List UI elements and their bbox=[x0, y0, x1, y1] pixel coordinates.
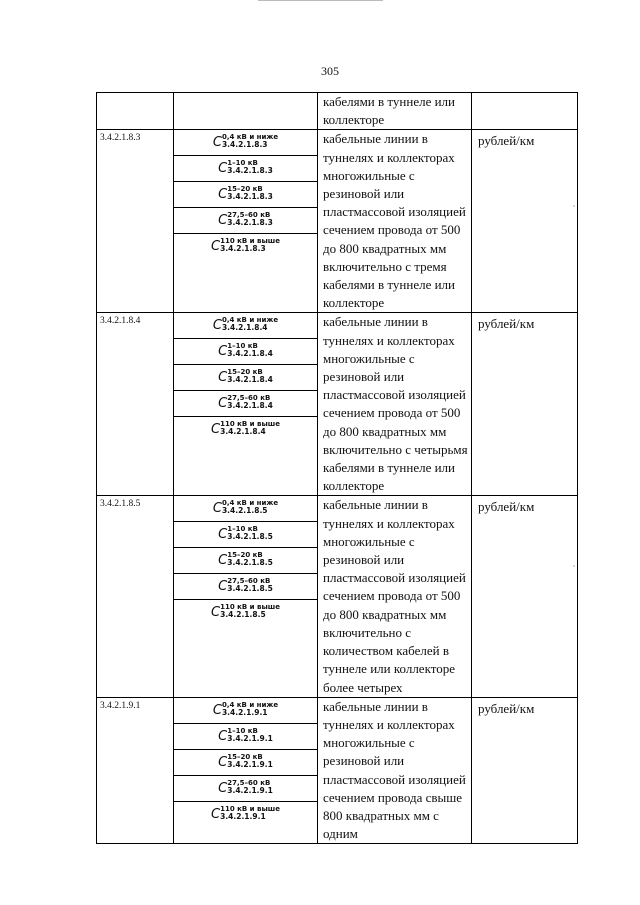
code-cell: 3.4.2.1.8.4 bbox=[97, 313, 174, 496]
rate-symbol-indices bbox=[227, 394, 273, 410]
rate-symbol-letter: C bbox=[218, 780, 228, 796]
voltage-superscript: 1–10 кВ bbox=[227, 726, 258, 735]
symbol-subcell bbox=[174, 776, 317, 802]
table-row bbox=[97, 496, 578, 697]
symbol-list bbox=[174, 130, 317, 260]
table-row bbox=[97, 130, 578, 313]
symbol-list bbox=[174, 313, 317, 443]
rate-symbol bbox=[174, 342, 317, 362]
voltage-superscript: 27,5–60 кВ bbox=[227, 778, 271, 787]
rate-symbol bbox=[174, 551, 317, 571]
code-cell bbox=[97, 93, 174, 130]
voltage-superscript: 110 кВ и выше bbox=[220, 237, 280, 246]
rate-symbol bbox=[174, 211, 317, 231]
description-cell: кабельные линии в туннелях и коллекторах многожильные с резиновой или пластмассовой изоляцией сечением провода от 500 до 800 квадратных мм включительно с количеством кабелей в туннеле или коллекторе более четырех bbox=[318, 496, 472, 697]
symbol-subcell bbox=[174, 750, 317, 776]
symbol-subcell bbox=[174, 802, 317, 828]
rate-symbol-indices bbox=[220, 603, 280, 619]
rate-symbol-letter: C bbox=[211, 605, 221, 621]
voltage-superscript: 0,4 кВ и ниже bbox=[221, 700, 279, 709]
rate-symbol bbox=[174, 701, 317, 721]
voltage-superscript: 27,5–60 кВ bbox=[227, 394, 271, 403]
symbol-subcell bbox=[174, 339, 317, 365]
rate-symbol bbox=[174, 368, 317, 388]
rate-symbol-letter: C bbox=[212, 501, 222, 517]
code-subscript: 3.4.2.1.8.3 bbox=[227, 218, 273, 228]
voltage-superscript: 15–20 кВ bbox=[227, 551, 263, 560]
rate-symbol-indices bbox=[227, 159, 273, 175]
rate-symbol-indices bbox=[227, 577, 273, 593]
symbol-subcell bbox=[174, 182, 317, 208]
unit-cell: рублей/км bbox=[472, 130, 578, 313]
symbol-subcell bbox=[174, 522, 317, 548]
code-subscript: 3.4.2.1.9.1 bbox=[227, 759, 273, 769]
rate-symbol-letter: C bbox=[218, 754, 228, 770]
rate-symbol-letter: C bbox=[218, 579, 228, 595]
rate-symbol bbox=[174, 133, 317, 153]
unit-cell bbox=[472, 93, 578, 130]
symbol-cell bbox=[174, 496, 318, 697]
unit-cell: рублей/км bbox=[472, 496, 578, 697]
rate-symbol bbox=[174, 316, 317, 336]
rate-symbol-indices bbox=[227, 779, 273, 795]
voltage-superscript: 27,5–60 кВ bbox=[227, 211, 271, 220]
voltage-superscript: 0,4 кВ и ниже bbox=[221, 133, 279, 142]
voltage-superscript: 1–10 кВ bbox=[227, 159, 258, 168]
rate-symbol bbox=[174, 525, 317, 545]
symbol-cell bbox=[174, 313, 318, 496]
symbol-subcell bbox=[174, 208, 317, 234]
rate-symbol bbox=[174, 727, 317, 747]
description-cell: кабельные линии в туннелях и коллекторах многожильные с резиновой или пластмассовой изоляцией сечением провода от 500 до 800 квадратных мм включительно с четырьмя кабелями в туннеле или коллекторе bbox=[318, 313, 472, 496]
page-number: 305 bbox=[321, 64, 339, 78]
rate-symbol-letter: C bbox=[212, 318, 222, 334]
rate-symbol-letter: C bbox=[218, 161, 228, 177]
rate-symbol-indices bbox=[227, 368, 273, 384]
rate-symbol-indices bbox=[227, 342, 273, 358]
symbol-subcell bbox=[174, 600, 317, 626]
symbol-subcell bbox=[174, 234, 317, 260]
rate-symbol-letter: C bbox=[218, 370, 228, 386]
code-subscript: 3.4.2.1.8.5 bbox=[221, 506, 268, 516]
code-cell: 3.4.2.1.8.3 bbox=[97, 130, 174, 313]
code-subscript: 3.4.2.1.9.1 bbox=[227, 733, 273, 743]
description-cell: кабельные линии в туннелях и коллекторах многожильные с резиновой или пластмассовой изоляцией сечением провода от 500 до 800 квадратных мм включительно с тремя кабелями в туннеле или коллекторе bbox=[318, 130, 472, 313]
voltage-superscript: 0,4 кВ и ниже bbox=[221, 499, 279, 508]
code-subscript: 3.4.2.1.8.4 bbox=[227, 401, 273, 411]
rate-symbol-letter: C bbox=[218, 527, 228, 543]
rate-symbol bbox=[174, 603, 317, 623]
code-subscript: 3.4.2.1.8.3 bbox=[227, 166, 273, 176]
voltage-superscript: 1–10 кВ bbox=[227, 342, 258, 351]
symbol-subcell bbox=[174, 313, 317, 339]
rate-symbol-letter: C bbox=[211, 422, 221, 438]
symbol-subcell bbox=[174, 548, 317, 574]
voltage-superscript: 110 кВ и выше bbox=[220, 603, 280, 612]
code-subscript: 3.4.2.1.8.5 bbox=[227, 532, 273, 542]
symbol-subcell bbox=[174, 365, 317, 391]
rate-symbol-letter: C bbox=[218, 396, 228, 412]
code-subscript: 3.4.2.1.8.5 bbox=[227, 558, 273, 568]
rate-symbol-letter: C bbox=[218, 187, 228, 203]
voltage-superscript: 110 кВ и выше bbox=[220, 420, 280, 429]
rate-symbol bbox=[174, 805, 317, 825]
code-subscript: 3.4.2.1.8.4 bbox=[221, 323, 268, 333]
symbol-subcell bbox=[174, 391, 317, 417]
code-cell: 3.4.2.1.9.1 bbox=[97, 697, 174, 844]
rate-symbol bbox=[174, 577, 317, 597]
unit-cell: рублей/км bbox=[472, 697, 578, 844]
rate-symbol-indices bbox=[227, 727, 273, 743]
code-subscript: 3.4.2.1.8.4 bbox=[227, 349, 273, 359]
rate-symbol-indices bbox=[220, 237, 280, 253]
code-subscript: 3.4.2.1.8.3 bbox=[220, 244, 266, 254]
voltage-superscript: 15–20 кВ bbox=[227, 185, 263, 194]
symbol-subcell bbox=[174, 724, 317, 750]
rate-symbol-indices bbox=[222, 316, 278, 332]
rate-symbol-indices bbox=[220, 420, 280, 436]
rate-symbol-indices bbox=[227, 551, 273, 567]
rate-symbol-indices bbox=[227, 211, 273, 227]
rate-symbol-indices bbox=[220, 805, 280, 821]
rate-symbol-letter: C bbox=[218, 213, 228, 229]
code-subscript: 3.4.2.1.8.5 bbox=[220, 610, 266, 620]
symbol-subcell bbox=[174, 496, 317, 522]
symbol-cell bbox=[174, 697, 318, 844]
code-subscript: 3.4.2.1.8.3 bbox=[221, 140, 268, 150]
code-subscript: 3.4.2.1.8.5 bbox=[227, 584, 273, 594]
symbol-cell bbox=[174, 93, 318, 130]
voltage-superscript: 0,4 кВ и ниже bbox=[221, 316, 279, 325]
voltage-superscript: 27,5–60 кВ bbox=[227, 577, 271, 586]
voltage-superscript: 110 кВ и выше bbox=[220, 804, 280, 813]
rate-symbol bbox=[174, 499, 317, 519]
rate-symbol bbox=[174, 159, 317, 179]
symbol-subcell bbox=[174, 156, 317, 182]
symbol-list bbox=[174, 496, 317, 626]
tariff-table bbox=[96, 92, 578, 844]
symbol-subcell bbox=[174, 574, 317, 600]
rate-symbol-letter: C bbox=[211, 239, 221, 255]
symbol-list bbox=[174, 698, 317, 828]
rate-symbol-letter: C bbox=[218, 344, 228, 360]
rate-symbol-indices bbox=[222, 499, 278, 515]
rate-symbol-indices bbox=[227, 185, 273, 201]
rate-symbol bbox=[174, 420, 317, 440]
code-subscript: 3.4.2.1.9.1 bbox=[220, 811, 266, 821]
code-subscript: 3.4.2.1.9.1 bbox=[221, 707, 268, 717]
scan-edge-line bbox=[258, 0, 383, 1]
symbol-subcell bbox=[174, 698, 317, 724]
rate-symbol-letter: C bbox=[212, 135, 222, 151]
voltage-superscript: 15–20 кВ bbox=[227, 752, 263, 761]
rate-symbol-letter: C bbox=[218, 728, 228, 744]
code-subscript: 3.4.2.1.9.1 bbox=[227, 785, 273, 795]
table-row bbox=[97, 697, 578, 844]
code-subscript: 3.4.2.1.8.4 bbox=[227, 375, 273, 385]
rate-symbol-letter: C bbox=[218, 553, 228, 569]
rate-symbol-indices bbox=[227, 525, 273, 541]
description-cell: кабельные линии в туннелях и коллекторах многожильные с резиновой или пластмассовой изоляцией сечением провода свыше 800 квадратных мм с одним bbox=[318, 697, 472, 844]
symbol-subcell bbox=[174, 130, 317, 156]
rate-symbol-letter: C bbox=[212, 702, 222, 718]
rate-symbol-indices bbox=[222, 701, 278, 717]
voltage-superscript: 15–20 кВ bbox=[227, 368, 263, 377]
table-row-carryover bbox=[97, 93, 578, 130]
description-cell: кабелями в туннеле или коллекторе bbox=[318, 93, 472, 130]
unit-cell: рублей/км bbox=[472, 313, 578, 496]
code-cell: 3.4.2.1.8.5 bbox=[97, 496, 174, 697]
rate-symbol bbox=[174, 237, 317, 257]
code-subscript: 3.4.2.1.8.4 bbox=[220, 427, 266, 437]
rate-symbol bbox=[174, 394, 317, 414]
rate-symbol-indices bbox=[227, 753, 273, 769]
rate-symbol bbox=[174, 779, 317, 799]
code-subscript: 3.4.2.1.8.3 bbox=[227, 192, 273, 202]
rate-symbol-letter: C bbox=[211, 806, 221, 822]
symbol-subcell bbox=[174, 417, 317, 443]
symbol-cell bbox=[174, 130, 318, 313]
table-row bbox=[97, 313, 578, 496]
rate-symbol bbox=[174, 753, 317, 773]
voltage-superscript: 1–10 кВ bbox=[227, 525, 258, 534]
rate-symbol-indices bbox=[222, 133, 278, 149]
rate-symbol bbox=[174, 185, 317, 205]
